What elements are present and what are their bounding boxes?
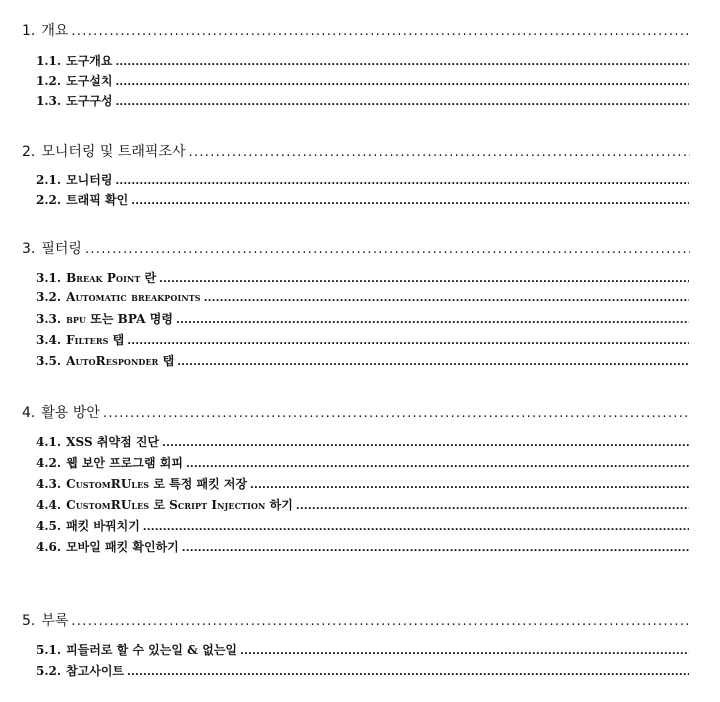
toc-item-3-3 xyxy=(36,310,689,327)
toc-item-title-latin: Break Point xyxy=(66,271,141,285)
toc-item-number: 3.2. xyxy=(36,290,62,304)
toc-item-title xyxy=(66,290,201,304)
toc-leader-dots xyxy=(162,438,689,449)
toc-item-title-korean: 로 특정 패킷 저장 xyxy=(149,477,248,491)
toc-section-number: 4. xyxy=(22,405,36,421)
toc-section-3 xyxy=(22,238,690,258)
toc-item-2-2 xyxy=(36,191,689,208)
toc-leader-dots xyxy=(250,480,689,491)
toc-item-title: 트래픽 확인 xyxy=(66,193,129,207)
toc-item-3-5 xyxy=(36,352,689,369)
toc-section-number: 5. xyxy=(22,613,36,629)
toc-item-title: 패킷 바꿔치기 xyxy=(66,519,140,533)
toc-item-title-korean: 명령 xyxy=(145,312,173,326)
toc-leader-dots xyxy=(131,196,689,207)
toc-item-number: 5.2. xyxy=(36,664,62,678)
toc-leader-dots xyxy=(115,97,689,108)
toc-item-number: 4.1. xyxy=(36,435,62,449)
toc-item-title-korean: 탭 xyxy=(158,354,175,368)
toc-item-1-1 xyxy=(36,52,689,69)
toc-item-title-latin: Filters xyxy=(66,333,109,347)
toc-item-1-2 xyxy=(36,72,689,89)
toc-leader-dots xyxy=(143,522,689,533)
toc-item-number: 4.5. xyxy=(36,519,62,533)
toc-section-title: 필터링 xyxy=(41,241,82,257)
toc-section-title: 활용 방안 xyxy=(41,405,100,421)
toc-item-number: 4.2. xyxy=(36,456,62,470)
toc-item-title-latin: bpu xyxy=(66,312,87,326)
toc-leader-dots xyxy=(85,242,690,257)
toc-item-4-3 xyxy=(36,475,689,492)
toc-item-number: 1.3. xyxy=(36,94,62,108)
toc-section-4 xyxy=(22,402,690,422)
toc-leader-dots xyxy=(159,274,689,285)
toc-item-title: 참고사이트 xyxy=(66,664,125,678)
toc-item-title-korean: 취약점 진단 xyxy=(92,435,160,449)
toc-item-number: 5.1. xyxy=(36,643,62,657)
toc-item-title-korean: 란 xyxy=(140,271,157,285)
toc-leader-dots xyxy=(177,357,689,368)
toc-item-title-latin: BPA xyxy=(117,312,146,326)
toc-item-title xyxy=(66,331,124,348)
toc-leader-dots xyxy=(204,293,689,304)
toc-item-title xyxy=(66,269,156,286)
toc-item-title xyxy=(66,496,293,513)
toc-item-title xyxy=(66,641,237,658)
toc-item-number: 4.3. xyxy=(36,477,62,491)
toc-leader-dots xyxy=(115,57,689,68)
toc-item-title: 모니터링 xyxy=(66,173,113,187)
toc-item-number: 2.1. xyxy=(36,173,62,187)
toc-item-5-2 xyxy=(36,662,689,679)
toc-leader-dots xyxy=(186,459,689,470)
toc-item-number: 4.6. xyxy=(36,540,62,554)
toc-leader-dots xyxy=(127,667,689,678)
toc-item-4-5 xyxy=(36,517,689,534)
toc-item-1-3 xyxy=(36,92,689,109)
toc-item-title xyxy=(66,352,174,369)
toc-section-title: 부록 xyxy=(41,613,69,629)
toc-item-number: 3.1. xyxy=(36,271,62,285)
toc-item-title: 도구개요 xyxy=(66,54,113,68)
toc-item-title-latin: Automatic breakpoints xyxy=(66,290,201,304)
toc-leader-dots xyxy=(115,176,689,187)
toc-item-title: 웹 보안 프로그램 회피 xyxy=(66,456,183,470)
toc-leader-dots xyxy=(189,145,691,160)
toc-item-title-latin: XSS xyxy=(66,435,93,449)
toc-item-title-korean: 또는 xyxy=(86,312,118,326)
toc-item-title-korean: 없는일 xyxy=(198,643,238,657)
toc-item-title: 도구설치 xyxy=(66,74,113,88)
toc-item-title: 모바일 패킷 확인하기 xyxy=(66,540,179,554)
toc-item-title-korean: 피들러로 할 수 있는일 xyxy=(66,643,188,657)
toc-section-2 xyxy=(22,141,690,161)
toc-item-3-2 xyxy=(36,290,689,304)
toc-item-number: 3.3. xyxy=(36,312,62,326)
toc-leader-dots xyxy=(176,315,689,326)
toc-item-4-6 xyxy=(36,538,689,555)
toc-item-title-korean: 하기 xyxy=(265,498,293,512)
toc-section-title: 모니터링 및 트래픽조사 xyxy=(41,144,186,160)
toc-item-title xyxy=(66,475,247,492)
toc-section-number: 2. xyxy=(22,144,36,160)
toc-item-number: 4.4. xyxy=(36,498,62,512)
toc-item-title-korean: 탭 xyxy=(108,333,125,347)
toc-item-number: 1.2. xyxy=(36,74,62,88)
toc-item-number: 3.5. xyxy=(36,354,62,368)
toc-item-3-4 xyxy=(36,331,689,348)
toc-leader-dots xyxy=(296,501,689,512)
toc-leader-dots xyxy=(127,336,689,347)
toc-item-4-4 xyxy=(36,496,689,513)
toc-leader-dots xyxy=(240,646,689,657)
toc-section-1 xyxy=(22,20,690,40)
toc-leader-dots xyxy=(71,614,690,629)
toc-item-number: 3.4. xyxy=(36,333,62,347)
toc-section-5 xyxy=(22,610,690,630)
toc-section-number: 1. xyxy=(22,23,36,39)
toc-item-title-latin: CustomRUles xyxy=(66,498,150,512)
toc-item-title xyxy=(66,310,173,327)
toc-section-number: 3. xyxy=(22,241,36,257)
toc-leader-dots xyxy=(182,543,689,554)
toc-item-5-1 xyxy=(36,641,689,658)
toc-item-4-2 xyxy=(36,454,689,471)
toc-item-4-1 xyxy=(36,433,689,450)
toc-item-2-1 xyxy=(36,171,689,188)
toc-item-3-1 xyxy=(36,269,689,286)
toc-leader-dots xyxy=(103,406,690,421)
toc-leader-dots xyxy=(71,24,690,39)
toc-item-title-latin: & xyxy=(187,643,199,657)
toc-item-title-latin: AutoResponder xyxy=(66,354,159,368)
toc-item-title-latin: Script Injection xyxy=(169,498,266,512)
toc-item-title-korean: 로 xyxy=(149,498,170,512)
toc-leader-dots xyxy=(115,77,689,88)
toc-item-number: 2.2. xyxy=(36,193,62,207)
toc-item-title xyxy=(66,433,159,450)
toc-section-title: 개요 xyxy=(41,23,69,39)
toc-item-title-latin: CustomRUles xyxy=(66,477,150,491)
toc-item-title: 도구구성 xyxy=(66,94,113,108)
toc-item-number: 1.1. xyxy=(36,54,62,68)
